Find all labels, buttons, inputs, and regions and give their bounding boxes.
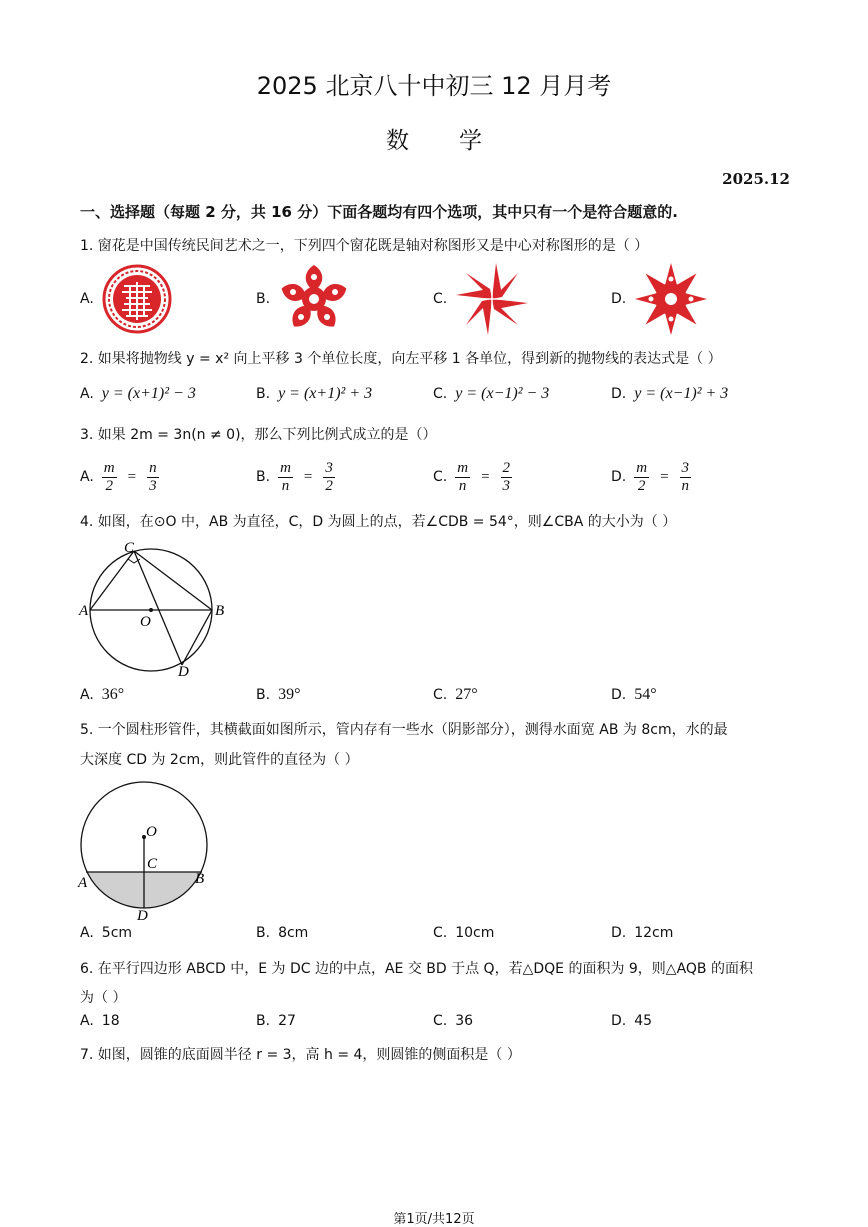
double-happiness-papercut-image [102,264,172,334]
question-6-stem-line-2: 为（ ） [80,990,127,1006]
question-2-stem: 2. 如果将抛物线 y = x² 向上平移 3 个单位长度，向左平移 1 各单位，得到新的抛物线的表达式是（ ） [80,351,722,367]
point-label-a: A [78,875,88,891]
option-c: C. 36 [433,1013,474,1029]
question-4-options [80,686,790,716]
option-expression: y = (x+1)² + 3 [278,385,373,402]
exam-date: 2025.12 [722,170,790,188]
point-label-d: D [178,664,189,678]
option-expression: y = (x−1)² + 3 [634,385,729,402]
option-d: D. 12cm [611,925,674,941]
subject-title: 数学 [386,128,532,154]
option-label: A. [80,386,94,402]
exam-title: 2025 北京八十中初三 12 月月考 [256,72,612,100]
option-a: A. $\frac{m}{2}$ = $\frac{n}{3}$ [80,459,157,494]
option-expression: y = (x+1)² − 3 [101,385,196,402]
fraction: $\frac{m}{n}$ [280,459,291,494]
fraction: $\frac{n}{3}$ [149,459,157,494]
question-6-stem-line-1: 6. 在平行四边形 ABCD 中，E 为 DC 边的中点，AE 交 BD 于点 Q，若△DQE 的面积为 9，则△AQB 的面积 [80,961,753,977]
pinwheel-papercut-image [455,262,529,336]
option-a: A. 5cm [80,925,133,941]
option-a [80,385,196,403]
point-label-a: A [79,603,89,619]
option-c: C. 10cm [433,925,495,941]
fraction: $\frac{2}{3}$ [502,459,511,494]
question-5-options [80,925,790,955]
flower-papercut-image [278,263,350,335]
option-b [256,262,350,336]
option-expression: y = (x−1)² − 3 [455,385,550,402]
point-label-b: B [195,871,205,887]
fraction: $\frac{m}{2}$ [103,459,115,494]
question-2-options [80,385,790,415]
option-d: D. 54° [611,686,657,703]
option-c: C. $\frac{m}{n}$ = $\frac{2}{3}$ [433,459,511,494]
question-4-stem: 4. 如图，在⊙O 中，AB 为直径，C，D 为圆上的点，若∠CDB = 54°，则∠CBA 的大小为（ ） [80,514,677,530]
question-1-options [80,262,790,336]
question-6-options [80,1013,790,1043]
question-5-pipe-figure [74,775,224,923]
section-heading: 一、选择题（每题 2 分，共 16 分）下面各题均有四个选项，其中只有一个是符合题意的. [80,203,678,221]
option-label: A. [80,291,94,307]
question-5-stem-line-1: 5. 一个圆柱形管件，其横截面如图所示，管内存有一些水（阴影部分），测得水面宽 AB 为 8cm，水的最 [80,722,728,738]
option-c [433,262,529,336]
option-c [433,385,549,403]
option-b: B. $\frac{m}{n}$ = $\frac{3}{2}$ [256,459,333,494]
option-label: C. [433,386,448,402]
option-label: C. [433,469,448,485]
option-label: A. [80,469,94,485]
option-a [80,262,172,336]
point-label-o: O [146,824,157,840]
point-label-c: C [124,540,135,556]
star-flower-papercut-image [634,262,708,336]
option-b [256,385,372,403]
point-label-b: B [215,603,225,619]
option-label: B. [256,386,271,402]
question-1-stem: 1. 窗花是中国传统民间艺术之一，下列四个窗花既是轴对称图形又是中心对称图形的是（ ） [80,238,649,254]
option-label: D. [611,291,627,307]
option-label: D. [611,469,627,485]
option-d [611,262,708,336]
page-number: 第1页/共12页 [393,1212,475,1227]
question-3-stem: 3. 如果 2m = 3n(n ≠ 0)，那么下列比例式成立的是（） [80,427,437,443]
point-label-o: O [140,614,151,630]
option-label: B. [256,469,271,485]
option-label: D. [611,386,627,402]
fraction: $\frac{m}{n}$ [457,459,469,494]
question-7-stem: 7. 如图，圆锥的底面圆半径 r = 3，高 h = 4，则圆锥的侧面积是（ ） [80,1047,521,1063]
question-5-stem-line-2: 大深度 CD 为 2cm，则此管件的直径为（ ） [80,752,359,768]
option-d: D. $\frac{m}{2}$ = $\frac{3}{n}$ [611,459,690,494]
fraction: $\frac{3}{n}$ [681,459,690,494]
option-label: C. [433,291,448,307]
question-3-options [80,457,790,497]
point-label-d: D [137,908,148,923]
option-d [611,385,728,403]
option-b: B. 8cm [256,925,309,941]
option-label: B. [256,291,271,307]
option-b: B. 27 [256,1013,296,1029]
fraction: $\frac{m}{2}$ [636,459,648,494]
option-a: A. 18 [80,1013,120,1029]
option-a: A. 36° [80,686,125,703]
question-4-circle-figure [76,538,226,678]
option-b: B. 39° [256,686,301,703]
option-d: D. 45 [611,1013,653,1029]
fraction: $\frac{3}{2}$ [325,459,333,494]
point-label-c: C [147,856,158,872]
option-c: C. 27° [433,686,478,703]
